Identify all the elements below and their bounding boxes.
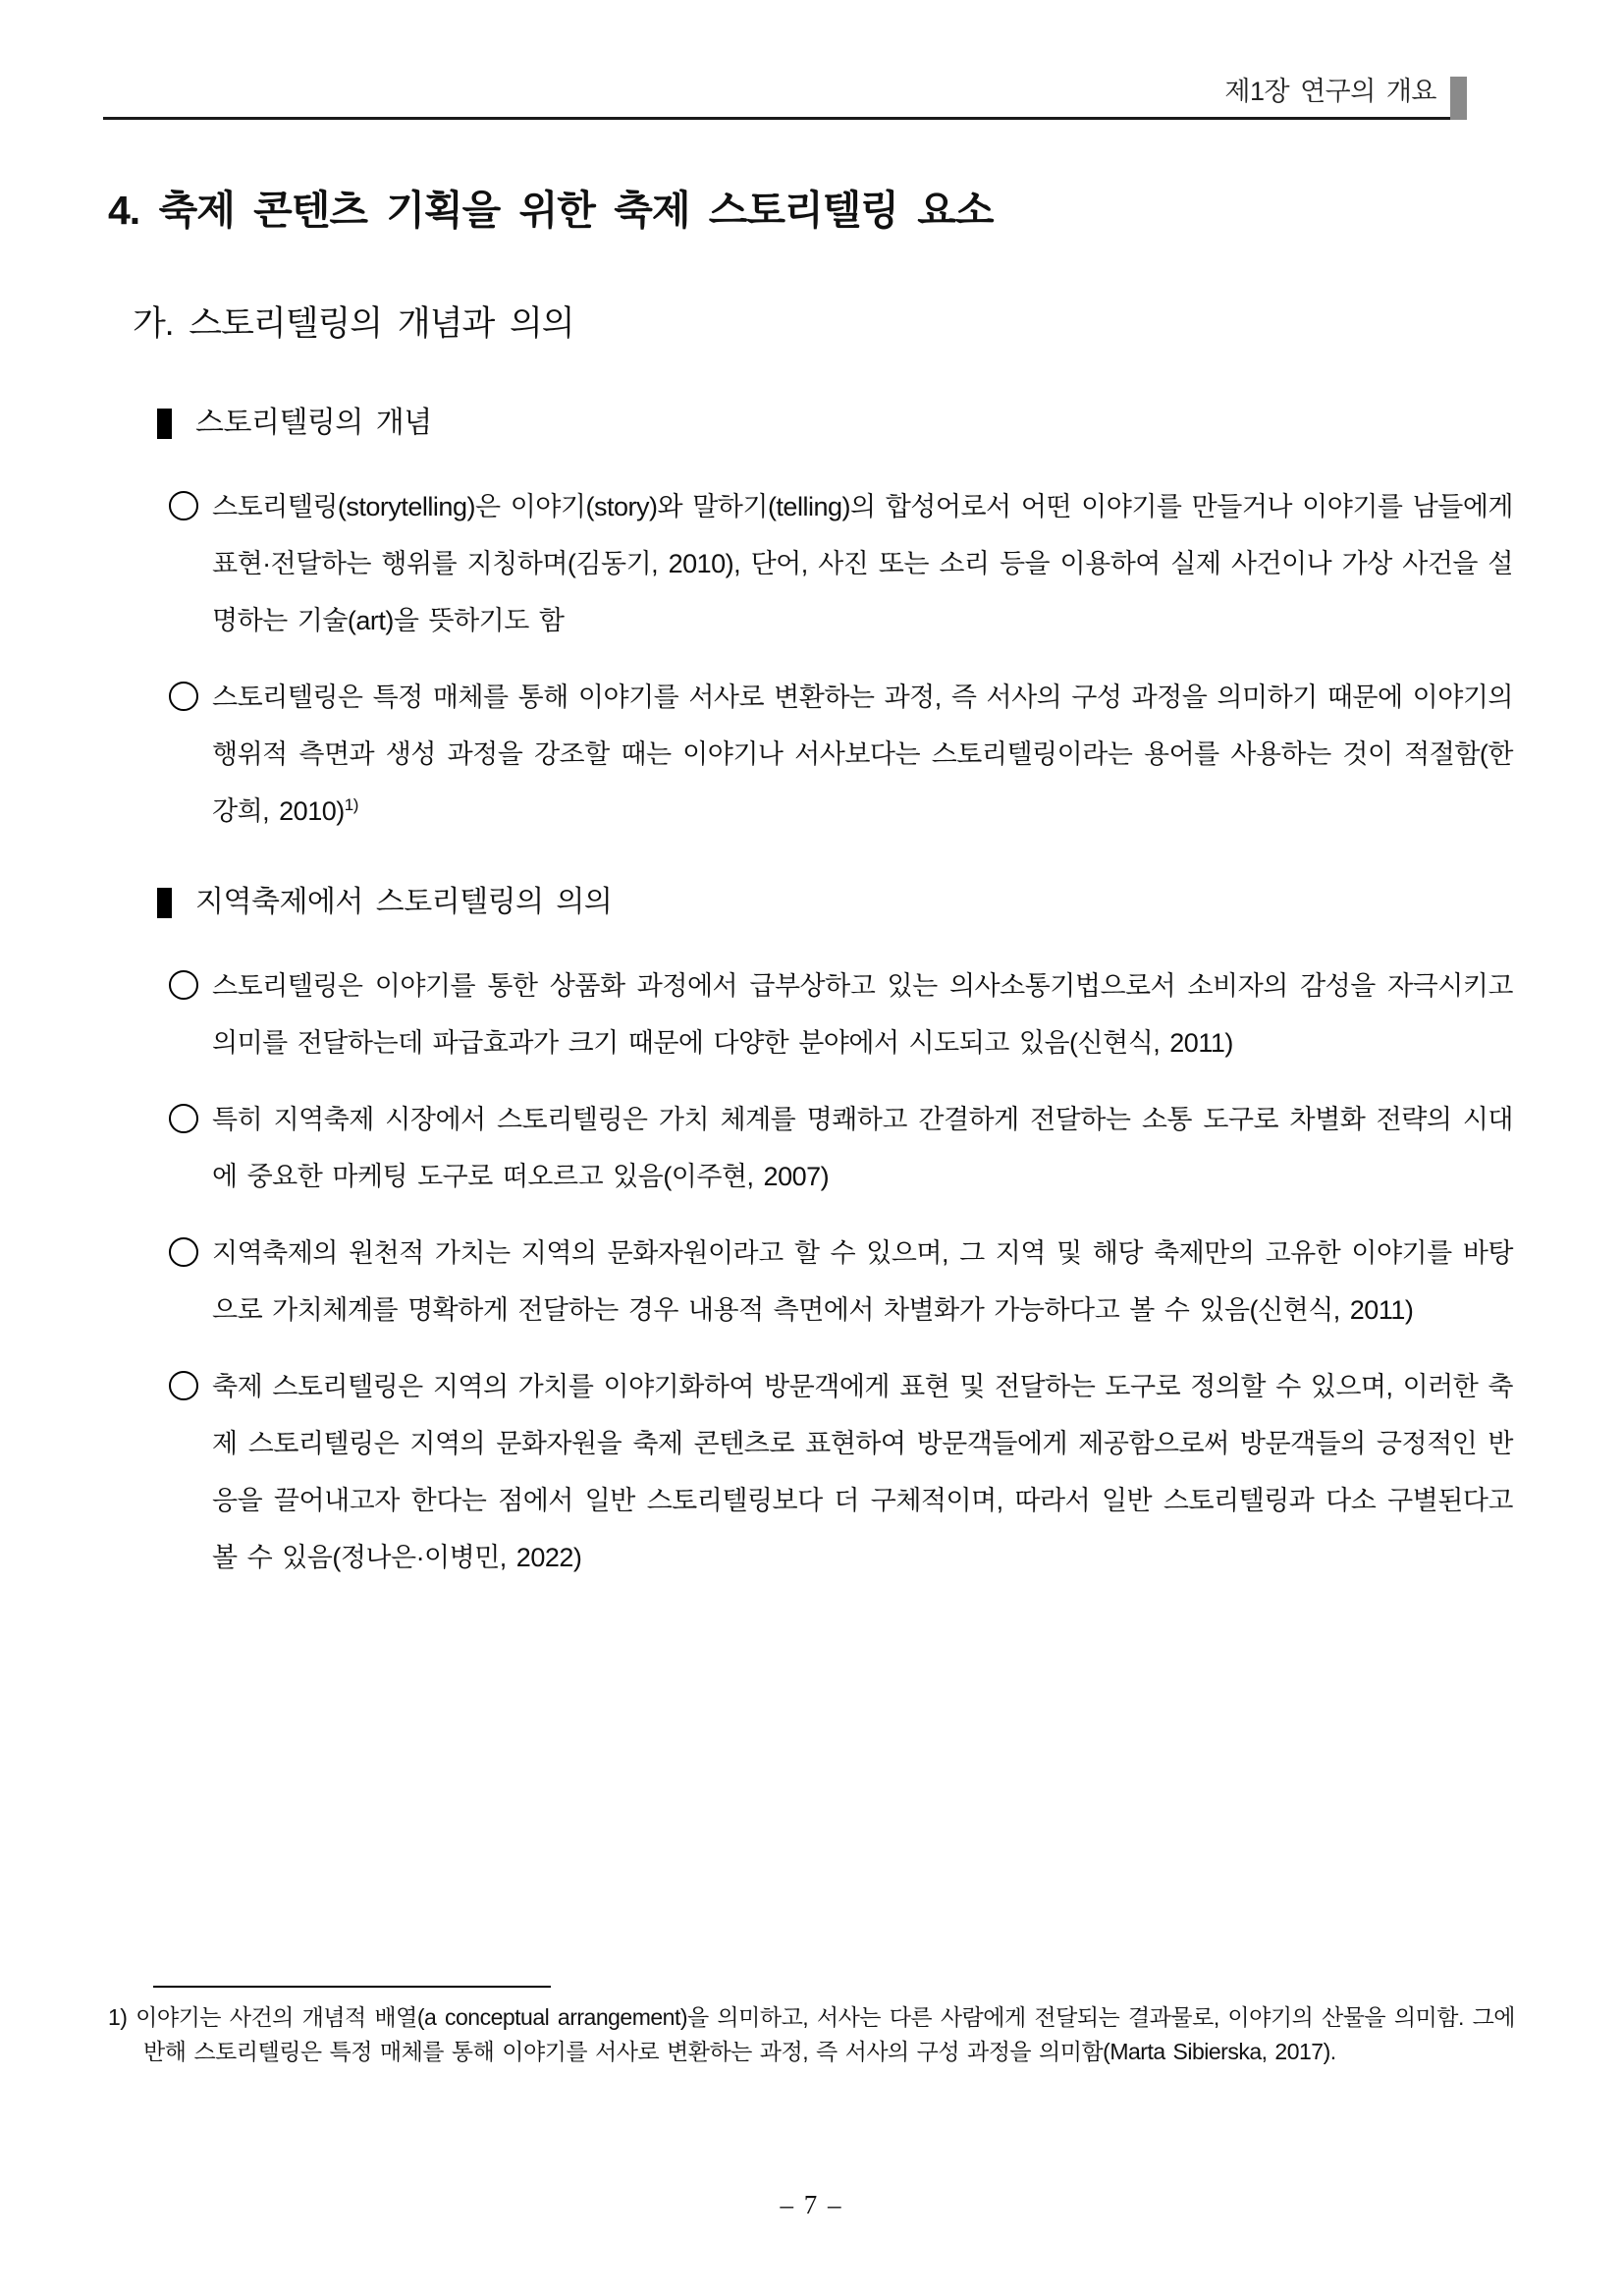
bullet-item [108,1225,1513,1339]
black-bar-icon [157,409,172,439]
bullet-item [108,1091,1513,1205]
black-bar-icon [157,888,172,918]
footnote [108,1986,1515,2069]
bullet-text: 스토리텔링은 이야기를 통한 상품화 과정에서 급부상하고 있는 의사소통기법으로서 소비자의 감성을 자극시키고 의미를 전달하는데 파급효과가 크기 때문에 다양한 분야에서 시도되고 있음(신현식, 2011) [212,971,1513,1059]
running-header-text: 제1장 연구의 개요 [1224,77,1436,106]
bullet-text: 축제 스토리텔링은 지역의 가치를 이야기화하여 방문객에게 표현 및 전달하는 도구로 정의할 수 있으며, 이러한 축제 스토리텔링은 지역의 문화자원을 축제 콘텐츠로 표현하여 방문객들에게 제공함으로써 방문객들의 긍정적인 반응을 끌어내고자 한다는 점에서 일반 스토리텔링보다 더 구체적이며, 따라서 일반 스토리텔링과 다소 구별된다고 볼 수 있음(정나은·이병민, 2022) [212,1372,1513,1573]
bullet-item [108,957,1513,1071]
subsection-heading: 지역축제에서 스토리텔링의 의의 [195,886,613,919]
bullet-item [108,1358,1513,1586]
bullet-text: 스토리텔링(storytelling)은 이야기(story)와 말하기(telling)의 합성어로서 어떤 이야기를 만들거나 이야기를 남들에게 표현·전달하는 행위를 지칭하며(김동기, 2010), 단어, 사진 또는 소리 등을 이용하여 실제 사건이나 가상 사건을 설명하는 기술(art)을 뜻하기도 함 [212,492,1513,636]
circle-bullet-icon [169,1237,198,1267]
bullet-text-body: 스토리텔링은 특정 매체를 통해 이야기를 서사로 변환하는 과정, 즉 서사의 구성 과정을 의미하기 때문에 이야기의 행위적 측면과 생성 과정을 강조할 때는 이야기나 서사보다는 스토리텔링이라는 용어를 사용하는 것이 적절함(한강희, 2010) [212,683,1513,827]
footnote-divider [153,1986,551,1988]
bullet-text: 특히 지역축제 시장에서 스토리텔링은 가치 체계를 명쾌하고 간결하게 전달하는 소통 도구로 차별화 전략의 시대에 중요한 마케팅 도구로 떠오르고 있음(이주현, 2007) [212,1105,1513,1192]
footnote-text [108,2000,1515,2069]
page-footer [0,2190,1623,2220]
subsection-heading: 스토리텔링의 개념 [195,407,432,440]
circle-bullet-icon [169,970,198,1000]
section-heading: 가. 스토리텔링의 개념과 의의 [133,304,574,344]
circle-bullet-icon [169,491,198,520]
footnote-reference: 1) [344,795,358,815]
content-area [108,0,1513,1606]
subsection-heading-row [157,885,1513,920]
page-title: 4. 축제 콘텐츠 기획을 위한 축제 스토리텔링 요소 [108,188,994,233]
bullet-text: 지역축제의 원천적 가치는 지역의 문화자원이라고 할 수 있으며, 그 지역 및 해당 축제만의 고유한 이야기를 바탕으로 가치체계를 명확하게 전달하는 경우 내용적 측면에서 차별화가 가능하다고 볼 수 있음(신현식, 2011) [212,1238,1513,1326]
footnote-marker: 1) [108,2004,128,2030]
page-number: – 7 – [780,2190,843,2219]
subsection-heading-row [157,406,1513,441]
bullet-item [108,478,1513,649]
footnote-body: 이야기는 사건의 개념적 배열(a conceptual arrangement)을 의미하고, 서사는 다른 사람에게 전달되는 결과물로, 이야기의 산물을 의미함. 그에 반해 스토리텔링은 특정 매체를 통해 이야기를 서사로 변환하는 과정, 즉 서사의 구성 과정을 의미함(Marta Sibierska, 2017). [135,2004,1516,2064]
bullet-text [212,669,1513,840]
circle-bullet-icon [169,682,198,711]
circle-bullet-icon [169,1104,198,1133]
bullet-item [108,669,1513,840]
circle-bullet-icon [169,1371,198,1400]
